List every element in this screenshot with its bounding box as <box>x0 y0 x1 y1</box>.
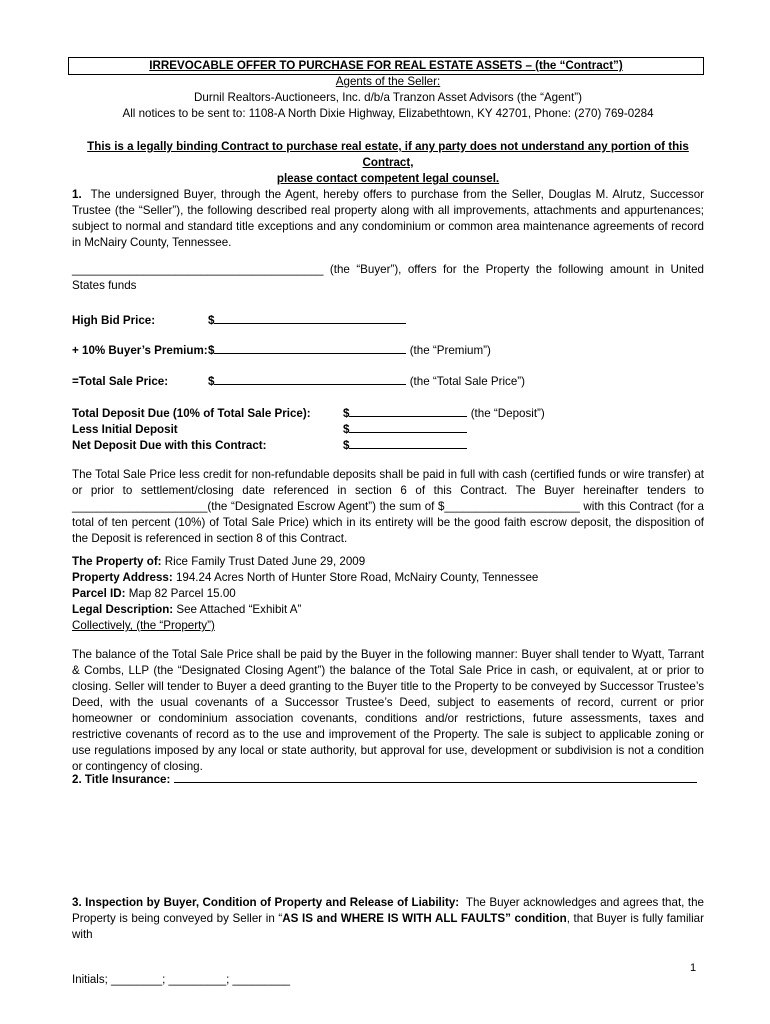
dollar-sign: $ <box>343 423 350 436</box>
page-number: 1 <box>690 962 697 974</box>
section-1-number: 1. <box>72 188 82 201</box>
agents-heading: Agents of the Seller: <box>335 75 441 88</box>
total-deposit-label: Total Deposit Due (10% of Total Sale Price): <box>72 407 311 420</box>
total-sale-suffix: (the “Total Sale Price”) <box>409 375 526 388</box>
section-3-paragraph: 3. Inspection by Buyer, Condition of Property and Release of Liability: The Buyer acknowledges and agrees that, the Property is being conveyed by Seller in “AS IS and WHERE IS WITH ALL FAULTS” condition, that Buyer is fully familiar with <box>72 896 704 941</box>
dollar-sign: $ <box>343 439 350 452</box>
less-initial-label: Less Initial Deposit <box>72 423 178 436</box>
legal-warning-line-1: This is a legally binding Contract to purchase real estate, if any party does not understand any portion of this Contract, <box>87 140 689 169</box>
total-sale-blank[interactable] <box>214 372 406 385</box>
premium-label: + 10% Buyer’s Premium: <box>72 344 208 357</box>
legal-description-line: Legal Description: See Attached “Exhibit A” <box>72 603 302 616</box>
contract-title: IRREVOCABLE OFFER TO PURCHASE FOR REAL ESTATE ASSETS – (the “Contract”) <box>149 59 623 72</box>
premium-blank[interactable] <box>214 341 406 354</box>
high-bid-label: High Bid Price: <box>72 314 156 327</box>
section-1-paragraph <box>72 187 704 251</box>
title-insurance-label: 2. Title Insurance: <box>72 773 171 786</box>
premium-row <box>72 341 491 359</box>
property-details <box>72 554 704 634</box>
dollar-sign: $ <box>208 314 215 327</box>
high-bid-row <box>72 311 406 329</box>
high-bid-blank[interactable] <box>214 311 406 324</box>
balance-paragraph: The balance of the Total Sale Price shall be paid by the Buyer in the following manner: Buyer shall tender to Wyatt, Tarrant & Combs, LLP (the “Designated Closing Agent”) the balance of the Total Sale Price in cash, or equivalent, at or prior to closing. Seller will tender to Buyer a deed granting to the Buyer title to the Property to be conveyed by Successor Trustee’s Deed, with the usual covenants of a Successor Trustee’s Deed, subject to easements of record, current or prior homeowner or condominium association covenants, conditions and/or restrictions, future assessments, taxes and restrictive covenants of record as to the use and improvement of the Property. The sale is subject to applicable zoning or use regulations imposed by any local or state authority, but approval for use, development or subdivision is not a condition or contingency of closing. <box>72 648 704 773</box>
dollar-sign: $ <box>343 407 350 420</box>
legal-warning-line-2: please contact competent legal counsel. <box>276 172 500 185</box>
title-insurance-row <box>72 770 697 788</box>
title-insurance-blank[interactable] <box>174 770 697 783</box>
agent-line: Durnil Realtors-Auctioneers, Inc. d/b/a Tranzon Asset Advisors (the “Agent”) <box>194 91 582 104</box>
collectively-line: Collectively, (the “Property”) <box>72 619 215 632</box>
notices-line: All notices to be sent to: 1108-A North Dixie Highway, Elizabethtown, KY 42701, Phone: (270) 769-0284 <box>122 107 654 120</box>
dollar-sign: $ <box>208 375 215 388</box>
buyer-text: (the “Buyer”), offers for the Property the following amount in United States funds <box>72 263 704 292</box>
premium-suffix: (the “Premium”) <box>409 344 491 357</box>
net-deposit-row <box>72 436 467 454</box>
total-deposit-blank[interactable] <box>349 404 467 417</box>
property-address-line: Property Address: 194.24 Acres North of Hunter Store Road, McNairy County, Tennessee <box>72 571 539 584</box>
section-1-text: The undersigned Buyer, through the Agent, hereby offers to purchase from the Seller, Douglas M. Alrutz, Successor Trustee (the “Seller”), the following described real property along with all improvements, attachments and appurtenances; subject to normal and standard title exceptions and any condominium or common area maintenance agreements of record in McNairy County, Tennessee. <box>72 188 704 249</box>
net-deposit-blank[interactable] <box>349 436 467 449</box>
dollar-sign: $ <box>208 344 215 357</box>
total-sale-row <box>72 372 525 390</box>
payment-paragraph: The Total Sale Price less credit for non-refundable deposits shall be paid in full with cash (certified funds or wire transfer) at or prior to settlement/closing date referenced in section 6 of this Contract. The Buyer hereinafter tenders to _____________________(the “Designated Escrow Agent”) the sum of $_____________________ with this Contract (for a total of ten percent (10%) of Total Sale Price) which in its entirety will be the good faith escrow deposit, the disposition of the Deposit is referenced in section 8 of this Contract. <box>72 468 704 545</box>
section-3-label: 3. Inspection by Buyer, Condition of Property and Release of Liability: <box>72 896 460 909</box>
buyer-name-blank[interactable]: _______________________________________ <box>72 263 324 276</box>
legal-warning <box>72 139 704 187</box>
total-deposit-suffix: (the “Deposit”) <box>470 407 545 420</box>
property-of-line: The Property of: Rice Family Trust Dated June 29, 2009 <box>72 555 366 568</box>
parcel-id-line: Parcel ID: Map 82 Parcel 15.00 <box>72 587 236 600</box>
initials-line[interactable]: Initials; ________; _________; _________ <box>72 974 291 986</box>
total-sale-label: =Total Sale Price: <box>72 375 169 388</box>
buyer-line <box>72 262 704 294</box>
net-deposit-label: Net Deposit Due with this Contract: <box>72 439 267 452</box>
less-initial-blank[interactable] <box>349 420 467 433</box>
